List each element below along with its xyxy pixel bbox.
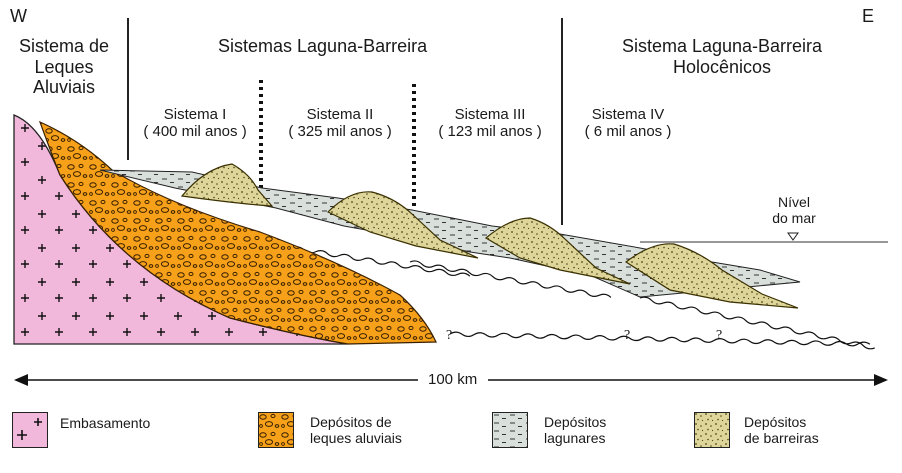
legend-label-alluvial-fan: Depósitos de leques aluviais [310, 414, 402, 447]
system-2-label: Sistema II ( 325 mil anos ) [288, 106, 392, 141]
scale-label: 100 km [428, 371, 478, 388]
unknown-marker-1: ? [446, 328, 453, 343]
legend-swatch-alluvial-fan [258, 412, 294, 448]
west-label: W [10, 6, 27, 26]
east-label: E [862, 6, 875, 26]
sea-level-label: Nível do mar [772, 194, 816, 227]
legend-swatch-barrier [694, 412, 730, 448]
holocene-system-title: Sistema Laguna-Barreira Holocênicos [621, 36, 823, 77]
alluvial-fan-system-title: Sistema de Leques Aluviais [18, 36, 110, 98]
legend-label-basement: Embasamento [60, 415, 151, 431]
legend-swatch-lagoon [492, 412, 528, 448]
subsurface-wavy-line-4 [450, 332, 870, 346]
system-1-label: Sistema I ( 400 mil anos ) [143, 106, 247, 141]
system-4-label: Sistema IV ( 6 mil anos ) [584, 106, 672, 141]
legend-swatch-basement [12, 412, 48, 448]
system-3-label: Sistema III ( 123 mil anos ) [438, 106, 542, 141]
lagoon-barrier-systems-title: Sistemas Laguna-Barreira [218, 36, 428, 56]
barrier-dune-1 [182, 164, 272, 206]
legend-label-barrier: Depósitos de barreiras [744, 414, 819, 447]
sea-level-marker-icon [788, 233, 798, 240]
unknown-marker-3: ? [716, 328, 723, 343]
scale-arrow-left-icon [14, 374, 28, 386]
unknown-marker-2: ? [624, 328, 631, 343]
scale-arrow-right-icon [874, 374, 888, 386]
legend-label-lagoon: Depósitos lagunares [544, 414, 607, 447]
